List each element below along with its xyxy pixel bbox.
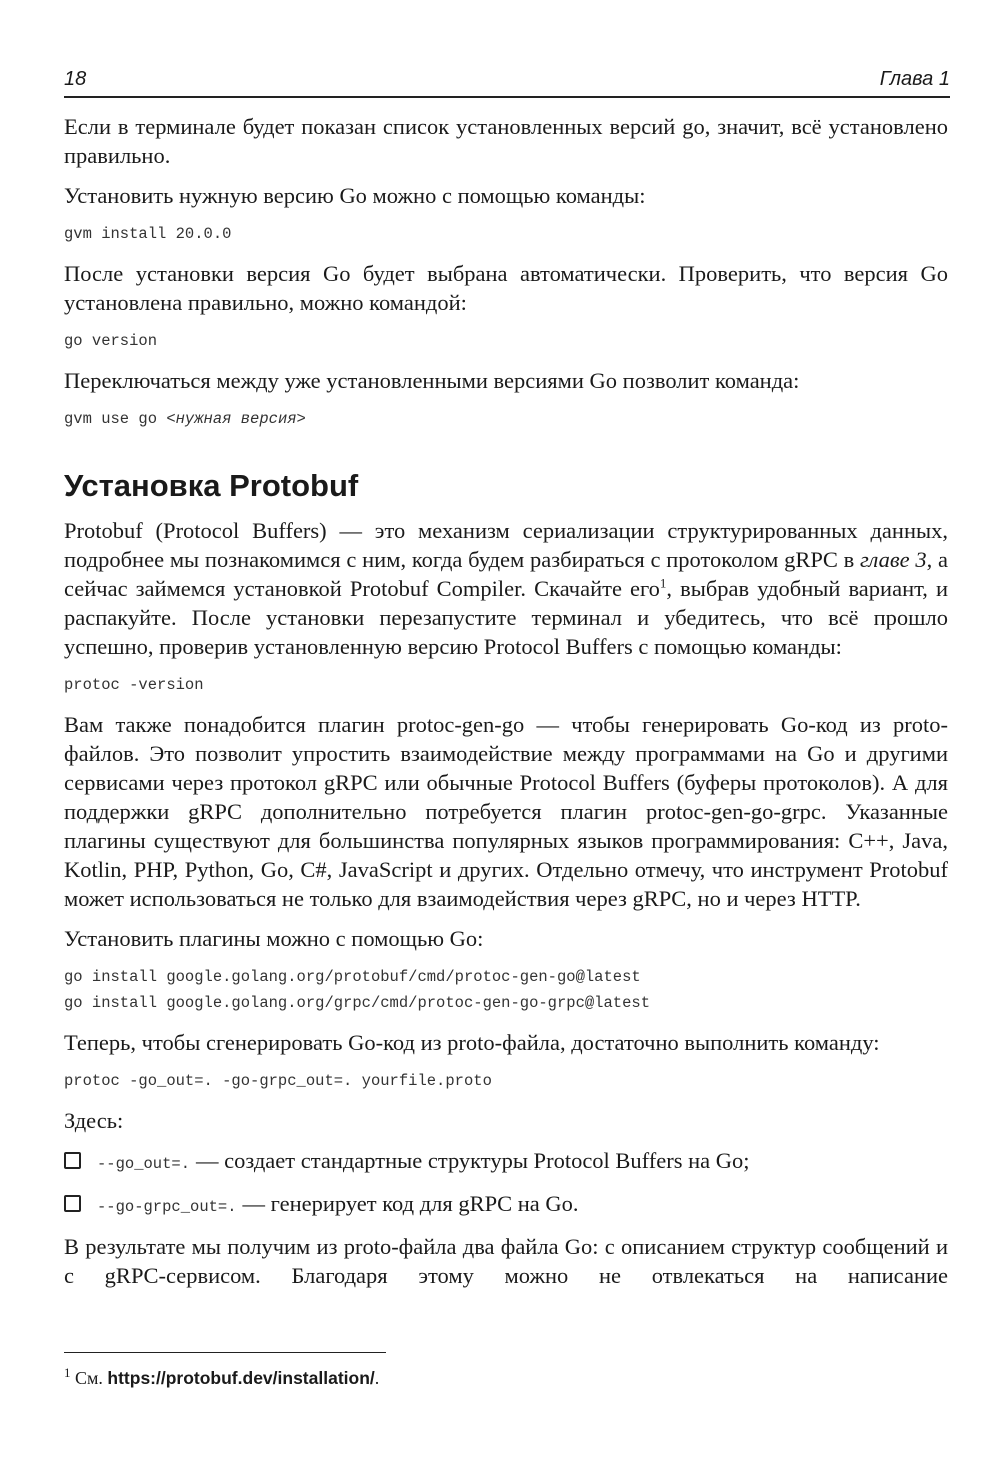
paragraph-text: , выбрав удобный вариант, и распакуйте. После установки перезапустите терминал и убедитесь, что всё прошло успешно, проверив установленную версию Protocol Buffers с помощью команды: bbox=[64, 576, 948, 659]
paragraph: Здесь: bbox=[64, 1108, 124, 1133]
footnote-suffix: . bbox=[374, 1368, 380, 1388]
footnote-marker: 1 bbox=[659, 575, 667, 591]
code-block bbox=[64, 406, 948, 432]
code-placeholder: <нужная версия> bbox=[166, 410, 306, 428]
code-text: gvm use go bbox=[64, 410, 167, 428]
chapter-ref: главе 3 bbox=[860, 547, 927, 572]
option-description: — генерирует код для gRPC на Go. bbox=[242, 1191, 579, 1216]
code-line: go install google.golang.org/grpc/cmd/protoc-gen-go-grpc@latest bbox=[64, 994, 650, 1012]
code-block: protoc -go_out=. -go-grpc_out=. yourfile.proto bbox=[64, 1072, 492, 1090]
footnote-number: 1 bbox=[64, 1365, 71, 1380]
list-item bbox=[64, 1146, 948, 1179]
code-block: go version bbox=[64, 332, 158, 350]
footnote-divider bbox=[64, 1352, 386, 1353]
running-header bbox=[64, 62, 950, 98]
section-heading: Установка Protobuf bbox=[64, 468, 359, 503]
paragraph: После установки версия Go будет выбрана автоматически. Проверить, что версия Go установлена правильно, можно командой: bbox=[64, 261, 948, 315]
footnote-link[interactable]: https://protobuf.dev/installation/ bbox=[107, 1368, 375, 1388]
paragraph-text: , а сейчас займемся установкой Protobuf Compiler. Скачайте его bbox=[64, 547, 948, 601]
code-block bbox=[64, 964, 948, 1016]
checkbox-bullet-icon bbox=[64, 1152, 81, 1169]
option-description: — создает стандартные структуры Protocol Buffers на Go; bbox=[196, 1148, 750, 1173]
paragraph: Установить плагины можно с помощью Go: bbox=[64, 926, 484, 951]
code-line: go install google.golang.org/protobuf/cmd/protoc-gen-go@latest bbox=[64, 968, 641, 986]
footnote-prefix: См. bbox=[75, 1368, 108, 1388]
paragraph: Теперь, чтобы сгенерировать Go-код из proto-файла, достаточно выполнить команду: bbox=[64, 1030, 880, 1055]
paragraph: Установить нужную версию Go можно с помощью команды: bbox=[64, 183, 646, 208]
paragraph: В результате мы получим из proto-файла два файла Go: с описанием структур сообщений и с gRPC-сервисом. Благодаря этому можно не отвлекаться на написание bbox=[64, 1234, 948, 1288]
paragraph: Переключаться между уже установленными версиями Go позволит команда: bbox=[64, 368, 800, 393]
paragraph bbox=[64, 516, 948, 661]
option-code: --go_out=. bbox=[97, 1155, 191, 1173]
paragraph: Вам также понадобится плагин protoc-gen-go — чтобы генерировать Go-код из proto-файлов. Это позволит упростить взаимодействие между программами на Go и другими сервисами через протокол gRPC или обычные Protocol Buffers (буферы протоколов). А для поддержки gRPC дополнительно потребуется плагин protoc-gen-go-grpc. Указанные плагины существуют для большинства популярных языков программирования: C++, Java, Kotlin, PHP, Python, Go, C#, JavaScript и других. Отдельно отмечу, что инструмент Protobuf может использоваться не только для взаимодействия через gRPC, но и через HTTP. bbox=[64, 712, 948, 911]
checkbox-bullet-icon bbox=[64, 1195, 81, 1212]
paragraph: Если в терминале будет показан список установленных версий go, значит, всё установлено правильно. bbox=[64, 114, 948, 168]
option-code: --go-grpc_out=. bbox=[97, 1198, 237, 1216]
page-content bbox=[64, 112, 948, 1301]
page-number: 18 bbox=[64, 68, 87, 90]
list-item bbox=[64, 1189, 948, 1222]
code-block: protoc -version bbox=[64, 676, 204, 694]
chapter-label: Глава 1 bbox=[879, 68, 950, 90]
footnote bbox=[64, 1365, 380, 1389]
code-block: gvm install 20.0.0 bbox=[64, 225, 232, 243]
paragraph-text: Protobuf (Protocol Buffers) — это механизм сериализации структурированных данных, подробнее мы познакомимся с ним, когда будем разбираться с протоколом gRPC в bbox=[64, 518, 948, 572]
